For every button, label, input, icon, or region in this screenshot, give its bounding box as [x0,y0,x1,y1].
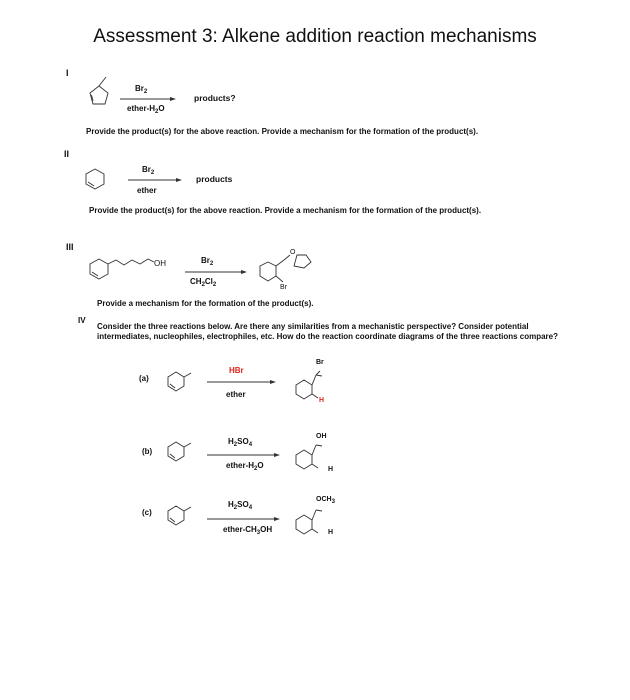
q4c-reactant [168,506,191,525]
q2-product-text: products [196,174,233,184]
q4a-reagent-above: HBr [229,366,244,375]
q4-paragraph: Consider the three reactions below. Are there any similarities from a mechanistic perspective? Consider potential intermediates, nucleophiles, electrophiles, etc. How do the reaction coordinate diagrams of the three reactions compare? [97,322,559,341]
q4b-reactant [168,442,191,461]
q3-reaction-arrow [185,270,247,274]
q4c-product [296,510,322,534]
q2-cyclohexene [86,169,104,189]
q4c-arrow [207,517,280,521]
q3-ring-oxygen: O [290,249,296,256]
q2-numeral: II [64,149,70,159]
q4c-product-och3: $OCH_3$ [316,496,335,505]
q3-oh-label: OH [154,259,166,268]
q1-instruction: Provide the product(s) for the above reaction. Provide a mechanism for the formation of the product(s). [86,127,479,136]
page-title: Assessment 3: Alkene addition reaction mechanisms [93,26,537,47]
q2-instruction: Provide the product(s) for the above reaction. Provide a mechanism for the formation of the product(s). [89,206,482,215]
q4c-label: (c) [142,508,152,517]
q4a-label: (a) [139,374,149,383]
q2-reaction-arrow [128,178,182,182]
q3-numeral: III [66,242,74,252]
q4a-reactant [168,372,191,391]
q2-reagent-below: ether [137,186,157,195]
q4a-product-br: Br [316,359,324,366]
q4a-product-h: H [319,397,325,404]
q3-reagent-above: $Br_2$ [201,256,214,267]
q4a-product [296,371,322,399]
q3-reagent-below: $CH_2Cl_2$ [190,277,217,288]
q3-br-label: Br [280,284,287,291]
q1-methylcyclopentene [90,77,108,104]
q2-reagent-above: $Br_2$ [142,165,155,176]
q4b-product-h: H [328,466,334,473]
q4-numeral: IV [78,316,86,325]
q4b-arrow [207,453,280,457]
q1-product-text: products? [194,93,236,103]
q3-product [260,255,311,282]
q4b-label: (b) [142,447,153,456]
q1-numeral: I [66,68,69,78]
q4b-reagent-above: $H_2SO_4$ [228,437,253,448]
q4c-product-h: H [328,529,334,536]
q1-reaction-arrow [120,97,176,101]
q3-instruction: Provide a mechanism for the formation of the product(s). [97,299,314,308]
q1-reagent-above: $Br_2$ [135,84,148,95]
q1-reagent-below: ether-$H_2O$ [127,104,165,115]
q4b-reagent-below: ether-$H_2O$ [226,461,264,472]
q4a-reagent-below: ether [226,390,246,399]
q3-alkenol [90,259,154,279]
q4a-arrow [207,380,276,384]
q4b-product [296,445,322,469]
q4c-reagent-below: ether-$CH_3OH$ [223,525,273,536]
q4b-product-oh: OH [316,433,327,440]
q4c-reagent-above: $H_2SO_4$ [228,500,253,511]
